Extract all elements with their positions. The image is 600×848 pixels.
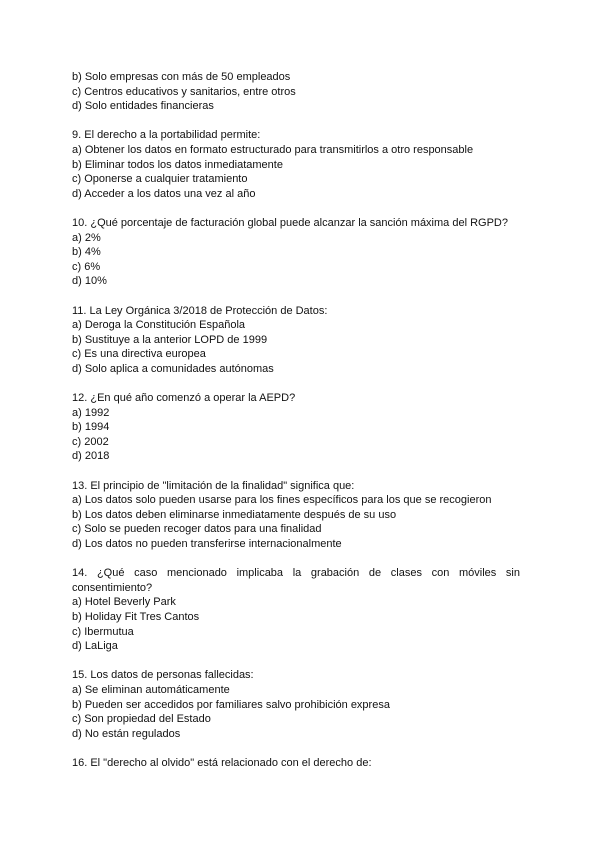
option-b: b) 4% — [72, 246, 101, 259]
option-d: d) LaLiga — [72, 640, 118, 653]
question-14 — [72, 566, 520, 654]
question-9 — [72, 128, 520, 201]
option-b: b) Holiday Fit Tres Cantos — [72, 610, 200, 623]
option-b: b) Sustituye a la anterior LOPD de 1999 — [72, 333, 268, 346]
question-10 — [72, 216, 520, 289]
option-c: c) Es una directiva europea — [72, 348, 206, 361]
option-a: a) Hotel Beverly Park — [72, 596, 176, 609]
option-c: c) 2002 — [72, 435, 109, 448]
question-text: 13. El principio de "limitación de la finalidad" significa que: — [72, 479, 355, 492]
option-8-b: b) Solo empresas con más de 50 empleados — [72, 71, 291, 83]
option-c: c) Son propiedad del Estado — [72, 713, 211, 726]
option-d: d) Los datos no pueden transferirse internacionalmente — [72, 538, 342, 550]
option-c: c) Solo se pueden recoger datos para una finalidad — [72, 523, 322, 536]
question-8-continuation — [72, 70, 520, 114]
question-15 — [72, 668, 520, 741]
question-text: 14. ¿Qué caso mencionado implicaba la grabación de clases con móviles sin consentimiento? — [72, 567, 520, 594]
option-d: d) Acceder a los datos una vez al año — [72, 187, 256, 200]
option-b: b) Eliminar todos los datos inmediatamente — [72, 158, 283, 171]
option-c: c) 6% — [72, 260, 101, 273]
option-a: a) 2% — [72, 231, 101, 244]
question-13 — [72, 479, 520, 552]
question-text: 9. El derecho a la portabilidad permite: — [72, 129, 261, 142]
option-8-c: c) Centros educativos y sanitarios, entre otros — [72, 85, 296, 98]
option-d: d) 2018 — [72, 450, 110, 463]
option-c: c) Oponerse a cualquier tratamiento — [72, 173, 248, 186]
option-a: a) 1992 — [72, 406, 110, 419]
question-text: 10. ¿Qué porcentaje de facturación global puede alcanzar la sanción máxima del RGPD? — [72, 216, 508, 229]
option-b: b) Los datos deben eliminarse inmediatamente después de su uso — [72, 508, 397, 521]
option-d: d) Solo aplica a comunidades autónomas — [72, 362, 274, 375]
option-a: a) Obtener los datos en formato estructurado para transmitirlos a otro responsable — [72, 143, 474, 156]
option-c: c) Ibermutua — [72, 625, 134, 638]
option-d: d) 10% — [72, 275, 107, 288]
question-text: 16. El "derecho al olvido" está relacionado con el derecho de: — [72, 756, 372, 769]
question-text: 12. ¿En qué año comenzó a operar la AEPD? — [72, 392, 296, 405]
option-d: d) No están regulados — [72, 727, 181, 740]
question-text: 15. Los datos de personas fallecidas: — [72, 669, 254, 682]
option-b: b) 1994 — [72, 421, 110, 434]
option-8-d: d) Solo entidades financieras — [72, 100, 214, 113]
question-16 — [72, 756, 520, 771]
question-text: 11. La Ley Orgánica 3/2018 de Protección de Datos: — [72, 304, 328, 317]
option-b: b) Pueden ser accedidos por familiares salvo prohibición expresa — [72, 698, 390, 711]
option-a: a) Se eliminan automáticamente — [72, 683, 230, 696]
option-a: a) Los datos solo pueden usarse para los fines específicos para los que se recogieron — [72, 494, 492, 507]
question-11 — [72, 304, 520, 377]
question-12 — [72, 391, 520, 464]
option-a: a) Deroga la Constitución Española — [72, 319, 246, 332]
document-page — [72, 70, 520, 771]
